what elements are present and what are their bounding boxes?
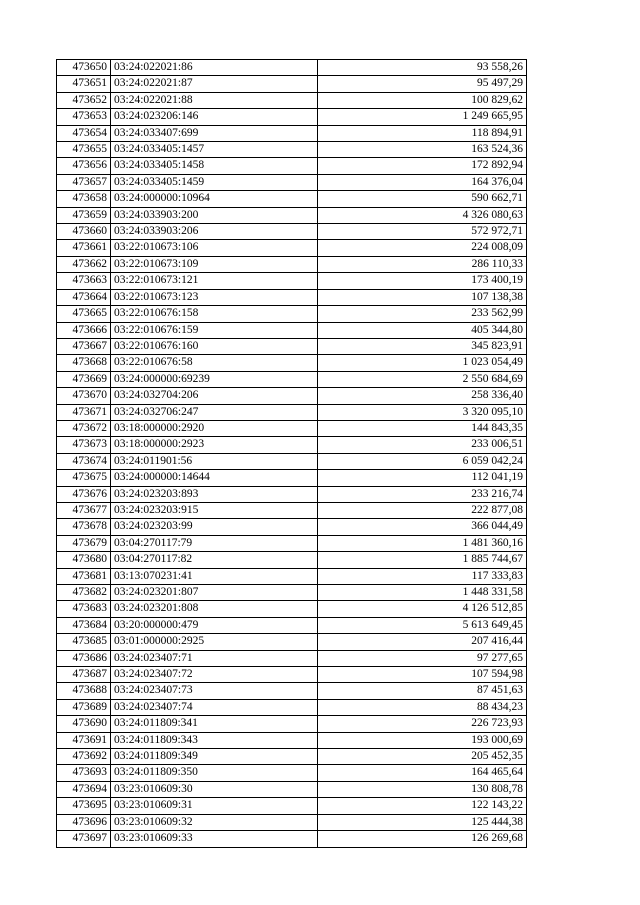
cadastral-number-cell: 03:24:023206:146 [111,109,318,125]
row-number-cell: 473660 [57,224,111,240]
cadastral-value-cell: 163 524,36 [318,142,527,158]
row-number-cell: 473671 [57,404,111,420]
cadastral-value-cell: 5 613 649,45 [318,617,527,633]
cadastral-number-cell: 03:22:010673:123 [111,289,318,305]
table-row [57,601,527,617]
table-row [57,306,527,322]
cadastral-value-cell: 405 344,80 [318,322,527,338]
cadastral-number-cell: 03:04:270117:79 [111,535,318,551]
row-number-cell: 473681 [57,568,111,584]
cadastral-number-cell: 03:24:032704:206 [111,388,318,404]
row-number-cell: 473697 [57,831,111,847]
row-number-cell: 473674 [57,453,111,469]
row-number-cell: 473684 [57,617,111,633]
cadastral-value-cell: 226 723,93 [318,716,527,732]
row-number-cell: 473657 [57,174,111,190]
cadastral-value-cell: 144 843,35 [318,420,527,436]
table-body [57,60,527,848]
table-row [57,289,527,305]
cadastral-value-cell: 126 269,68 [318,831,527,847]
table-row [57,92,527,108]
row-number-cell: 473662 [57,256,111,272]
cadastral-value-cell: 88 434,23 [318,699,527,715]
cadastral-number-cell: 03:24:000000:69239 [111,371,318,387]
table-row [57,667,527,683]
cadastral-value-cell: 122 143,22 [318,798,527,814]
cadastral-number-cell: 03:24:011901:56 [111,453,318,469]
row-number-cell: 473687 [57,667,111,683]
cadastral-number-cell: 03:22:010676:158 [111,306,318,322]
cadastral-value-cell: 164 465,64 [318,765,527,781]
row-number-cell: 473670 [57,388,111,404]
row-number-cell: 473685 [57,634,111,650]
table-row [57,388,527,404]
row-number-cell: 473691 [57,732,111,748]
cadastral-value-cell: 224 008,09 [318,240,527,256]
table-row [57,437,527,453]
cadastral-number-cell: 03:24:011809:341 [111,716,318,732]
table-row [57,470,527,486]
row-number-cell: 473683 [57,601,111,617]
row-number-cell: 473658 [57,191,111,207]
cadastral-value-cell: 572 972,71 [318,224,527,240]
table-row [57,125,527,141]
table-row [57,519,527,535]
table-row [57,273,527,289]
cadastral-number-cell: 03:24:022021:88 [111,92,318,108]
cadastral-value-cell: 117 333,83 [318,568,527,584]
table-row [57,256,527,272]
table-row [57,240,527,256]
cadastral-value-cell: 2 550 684,69 [318,371,527,387]
table-row [57,732,527,748]
row-number-cell: 473654 [57,125,111,141]
table-row [57,798,527,814]
cadastral-value-cell: 100 829,62 [318,92,527,108]
cadastral-value-cell: 107 138,38 [318,289,527,305]
cadastral-value-cell: 6 059 042,24 [318,453,527,469]
cadastral-number-cell: 03:24:033405:1459 [111,174,318,190]
cadastral-value-cell: 118 894,91 [318,125,527,141]
cadastral-value-cell: 4 326 080,63 [318,207,527,223]
row-number-cell: 473679 [57,535,111,551]
table-row [57,749,527,765]
table-row [57,76,527,92]
cadastral-number-cell: 03:01:000000:2925 [111,634,318,650]
cadastral-value-table [56,59,527,848]
row-number-cell: 473692 [57,749,111,765]
cadastral-number-cell: 03:13:070231:41 [111,568,318,584]
cadastral-number-cell: 03:24:023407:73 [111,683,318,699]
table-row [57,142,527,158]
table-row [57,453,527,469]
cadastral-value-cell: 193 000,69 [318,732,527,748]
cadastral-number-cell: 03:24:023407:72 [111,667,318,683]
cadastral-value-cell: 107 594,98 [318,667,527,683]
cadastral-value-cell: 222 877,08 [318,502,527,518]
cadastral-value-cell: 112 041,19 [318,470,527,486]
row-number-cell: 473663 [57,273,111,289]
cadastral-value-cell: 345 823,91 [318,338,527,354]
cadastral-value-cell: 3 320 095,10 [318,404,527,420]
cadastral-value-cell: 233 216,74 [318,486,527,502]
row-number-cell: 473664 [57,289,111,305]
table-row [57,699,527,715]
row-number-cell: 473690 [57,716,111,732]
cadastral-number-cell: 03:24:033405:1457 [111,142,318,158]
row-number-cell: 473672 [57,420,111,436]
table-row [57,716,527,732]
table-row [57,831,527,847]
cadastral-value-cell: 97 277,65 [318,650,527,666]
row-number-cell: 473653 [57,109,111,125]
table-row [57,552,527,568]
cadastral-value-cell: 1 448 331,58 [318,585,527,601]
cadastral-value-cell: 95 497,29 [318,76,527,92]
table-row [57,404,527,420]
row-number-cell: 473661 [57,240,111,256]
table-row [57,207,527,223]
cadastral-number-cell: 03:24:023407:74 [111,699,318,715]
cadastral-number-cell: 03:18:000000:2923 [111,437,318,453]
cadastral-number-cell: 03:24:033903:200 [111,207,318,223]
cadastral-number-cell: 03:23:010609:31 [111,798,318,814]
cadastral-value-cell: 172 892,94 [318,158,527,174]
cadastral-number-cell: 03:24:023201:807 [111,585,318,601]
cadastral-value-cell: 366 044,49 [318,519,527,535]
table-row [57,486,527,502]
cadastral-number-cell: 03:24:033407:699 [111,125,318,141]
cadastral-value-cell: 173 400,19 [318,273,527,289]
table-row [57,502,527,518]
cadastral-value-cell: 1 023 054,49 [318,355,527,371]
row-number-cell: 473651 [57,76,111,92]
cadastral-number-cell: 03:24:022021:87 [111,76,318,92]
row-number-cell: 473675 [57,470,111,486]
table-row [57,765,527,781]
cadastral-number-cell: 03:23:010609:32 [111,814,318,830]
row-number-cell: 473667 [57,338,111,354]
row-number-cell: 473668 [57,355,111,371]
cadastral-value-cell: 4 126 512,85 [318,601,527,617]
cadastral-value-cell: 164 376,04 [318,174,527,190]
cadastral-number-cell: 03:24:032706:247 [111,404,318,420]
row-number-cell: 473678 [57,519,111,535]
row-number-cell: 473677 [57,502,111,518]
cadastral-number-cell: 03:24:033903:206 [111,224,318,240]
cadastral-number-cell: 03:22:010673:121 [111,273,318,289]
table-row [57,568,527,584]
cadastral-number-cell: 03:23:010609:30 [111,781,318,797]
cadastral-number-cell: 03:24:023203:915 [111,502,318,518]
cadastral-value-cell: 87 451,63 [318,683,527,699]
row-number-cell: 473676 [57,486,111,502]
row-number-cell: 473688 [57,683,111,699]
table-row [57,634,527,650]
cadastral-value-cell: 286 110,33 [318,256,527,272]
cadastral-value-cell: 1 481 360,16 [318,535,527,551]
row-number-cell: 473673 [57,437,111,453]
cadastral-number-cell: 03:04:270117:82 [111,552,318,568]
cadastral-number-cell: 03:24:011809:350 [111,765,318,781]
table-row [57,338,527,354]
table-row [57,371,527,387]
cadastral-number-cell: 03:24:000000:10964 [111,191,318,207]
cadastral-number-cell: 03:24:023407:71 [111,650,318,666]
cadastral-number-cell: 03:24:022021:86 [111,60,318,76]
cadastral-number-cell: 03:24:011809:343 [111,732,318,748]
cadastral-value-cell: 233 006,51 [318,437,527,453]
cadastral-number-cell: 03:24:023203:893 [111,486,318,502]
cadastral-value-cell: 233 562,99 [318,306,527,322]
row-number-cell: 473694 [57,781,111,797]
table-row [57,683,527,699]
cadastral-number-cell: 03:18:000000:2920 [111,420,318,436]
cadastral-number-cell: 03:22:010676:58 [111,355,318,371]
cadastral-value-cell: 130 808,78 [318,781,527,797]
table-row [57,191,527,207]
table-row [57,355,527,371]
cadastral-value-cell: 125 444,38 [318,814,527,830]
cadastral-value-cell: 590 662,71 [318,191,527,207]
row-number-cell: 473659 [57,207,111,223]
row-number-cell: 473686 [57,650,111,666]
table-row [57,109,527,125]
cadastral-number-cell: 03:22:010673:106 [111,240,318,256]
cadastral-number-cell: 03:24:033405:1458 [111,158,318,174]
cadastral-number-cell: 03:24:023203:99 [111,519,318,535]
row-number-cell: 473650 [57,60,111,76]
cadastral-number-cell: 03:24:000000:14644 [111,470,318,486]
table-row [57,650,527,666]
table-row [57,224,527,240]
cadastral-value-cell: 258 336,40 [318,388,527,404]
table-row [57,781,527,797]
table-row [57,420,527,436]
table-row [57,617,527,633]
row-number-cell: 473680 [57,552,111,568]
row-number-cell: 473655 [57,142,111,158]
cadastral-number-cell: 03:22:010673:109 [111,256,318,272]
table-row [57,174,527,190]
cadastral-number-cell: 03:23:010609:33 [111,831,318,847]
row-number-cell: 473695 [57,798,111,814]
row-number-cell: 473652 [57,92,111,108]
cadastral-number-cell: 03:20:000000:479 [111,617,318,633]
row-number-cell: 473696 [57,814,111,830]
cadastral-number-cell: 03:22:010676:159 [111,322,318,338]
cadastral-value-cell: 205 452,35 [318,749,527,765]
table-row [57,60,527,76]
cadastral-value-cell: 207 416,44 [318,634,527,650]
cadastral-number-cell: 03:24:023201:808 [111,601,318,617]
row-number-cell: 473682 [57,585,111,601]
cadastral-number-cell: 03:24:011809:349 [111,749,318,765]
row-number-cell: 473666 [57,322,111,338]
cadastral-number-cell: 03:22:010676:160 [111,338,318,354]
table-row [57,322,527,338]
table-row [57,585,527,601]
table-row [57,535,527,551]
table-row [57,158,527,174]
row-number-cell: 473669 [57,371,111,387]
row-number-cell: 473693 [57,765,111,781]
row-number-cell: 473689 [57,699,111,715]
table-row [57,814,527,830]
row-number-cell: 473665 [57,306,111,322]
row-number-cell: 473656 [57,158,111,174]
cadastral-value-cell: 1 885 744,67 [318,552,527,568]
cadastral-value-cell: 93 558,26 [318,60,527,76]
cadastral-value-cell: 1 249 665,95 [318,109,527,125]
